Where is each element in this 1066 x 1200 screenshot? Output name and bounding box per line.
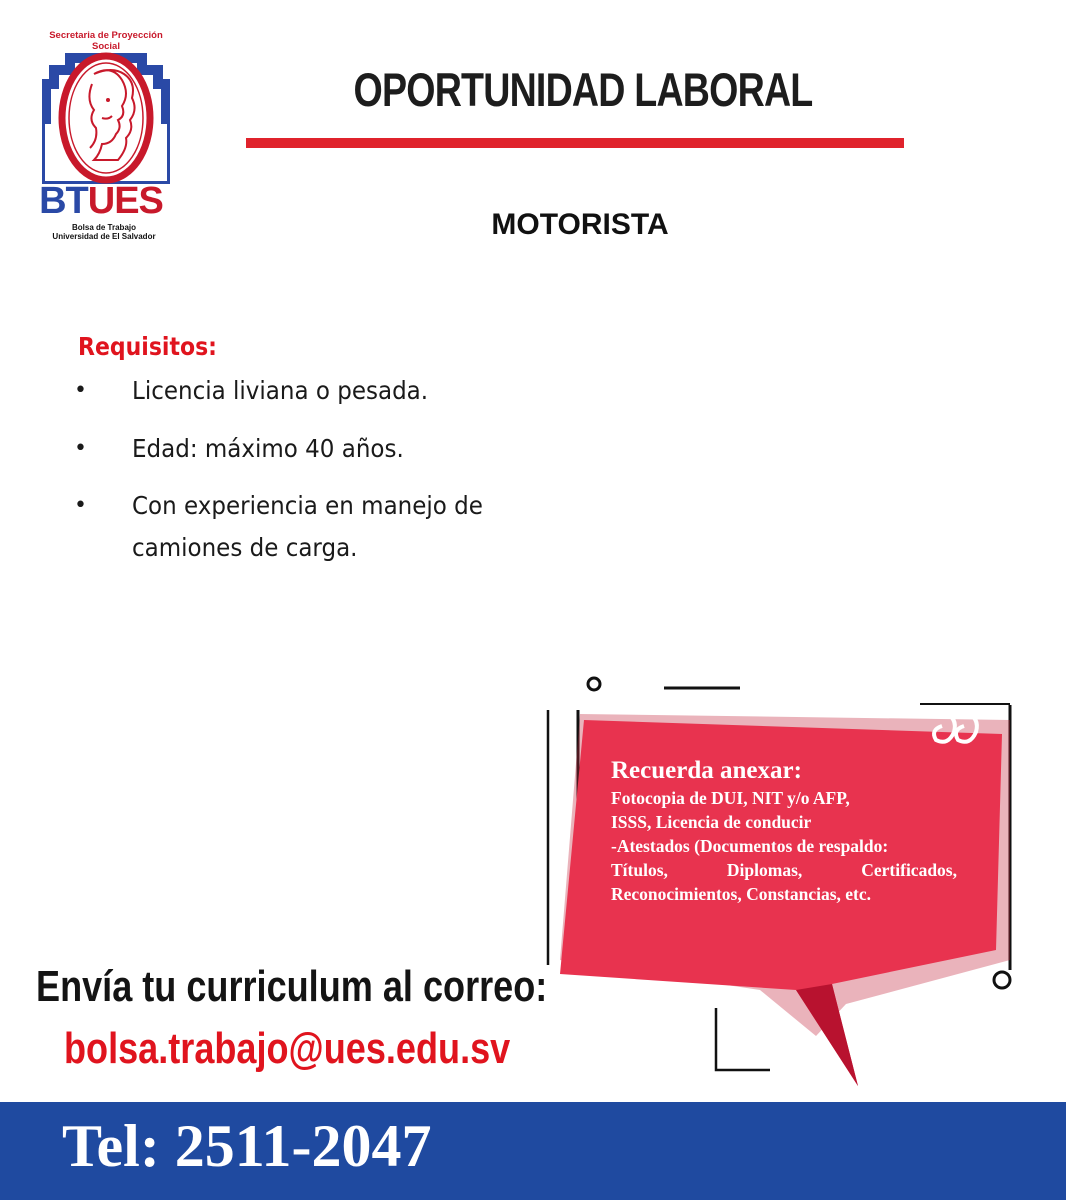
contact-email[interactable]: bolsa.trabajo@ues.edu.sv (64, 1024, 511, 1073)
reminder-title: Recuerda anexar: (611, 757, 802, 784)
requirements-heading: Requisitos: (78, 332, 217, 361)
requirement-item: • Edad: máximo 40 años. (74, 428, 534, 470)
reminder-line: Fotocopia de DUI, NIT y/o AFP, (611, 788, 850, 808)
reminder-line: ISSS, Licencia de conducir (611, 812, 812, 832)
contact-phone[interactable]: Tel: 2511-2047 (62, 1113, 432, 1179)
reminder-line: -Atestados (Documentos de respaldo: (611, 836, 889, 856)
logo-wordmark: BTUES (39, 180, 163, 222)
reminder-text (611, 756, 957, 906)
bullet-icon: • (74, 378, 87, 403)
title-underline (246, 138, 904, 148)
page-title: OPORTUNIDAD LABORAL (353, 63, 813, 116)
bullet-icon: • (74, 436, 87, 461)
btues-logo (36, 26, 176, 241)
reminder-line: Títulos, Diplomas, Certificados, (611, 860, 957, 880)
logo-emblem-icon (42, 44, 170, 184)
reminder-line: Reconocimientos, Constancias, etc. (611, 884, 872, 904)
job-position: MOTORISTA (491, 208, 669, 241)
send-cv-label: Envía tu curriculum al correo: (36, 962, 548, 1011)
logo-top-text: Secretaria de Proyección Social (49, 30, 163, 52)
logo-subtitle: Bolsa de Trabajo Universidad de El Salvador (52, 223, 156, 241)
bullet-icon: • (74, 493, 87, 518)
requirement-item: • Licencia liviana o pesada. (74, 370, 534, 412)
open-quote-icon (583, 982, 626, 1012)
requirement-item: • Con experiencia en manejo de camiones de carga. (74, 485, 534, 569)
